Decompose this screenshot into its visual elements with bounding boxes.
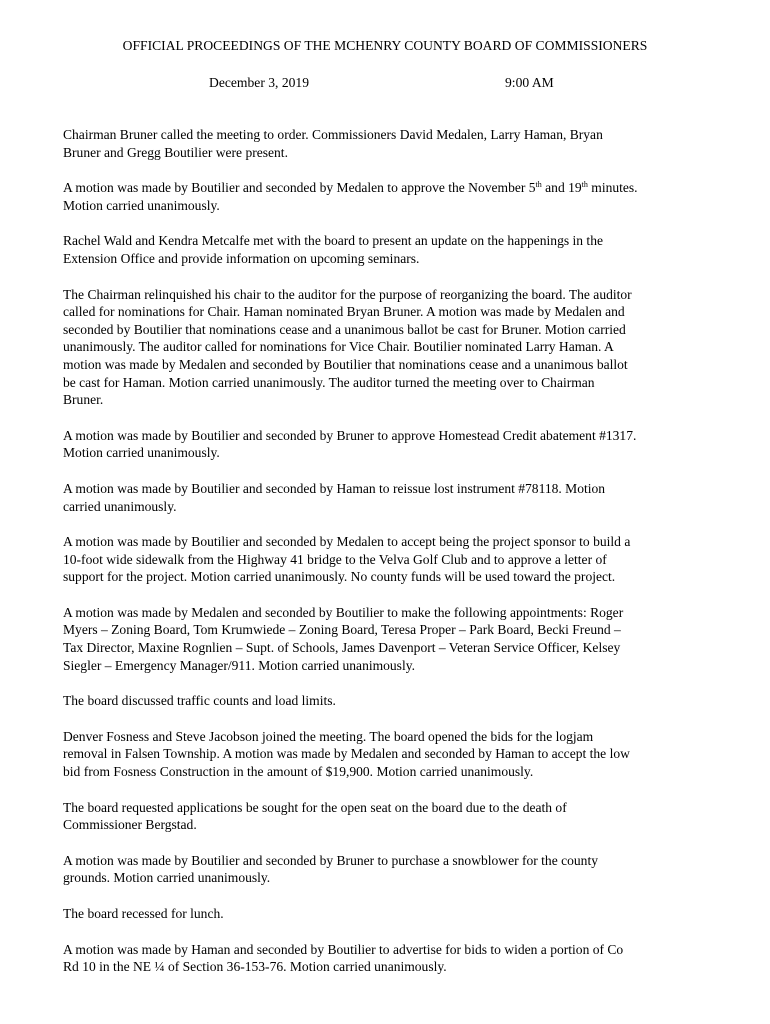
- paragraph-snowblower: [63, 852, 723, 887]
- text-line: A motion was made by Boutilier and seconded by Medalen to accept being the project sponsor to build a: [63, 534, 631, 550]
- text-line: Chairman Bruner called the meeting to order. Commissioners David Medalen, Larry Haman, Bryan: [63, 127, 603, 142]
- meeting-time: 9:00 AM: [505, 75, 554, 90]
- text-line: bid from Fosness Construction in the amount of $19,900. Motion carried unanimously.: [63, 764, 534, 780]
- text-line: support for the project. Motion carried unanimously. No county funds will be used toward the project.: [63, 569, 616, 585]
- text-line: Rd 10 in the NE ¼ of Section 36-153-76. Motion carried unanimously.: [63, 959, 447, 975]
- text-line: Siegler – Emergency Manager/911. Motion carried unanimously.: [63, 657, 416, 673]
- text-line: removal in Falsen Township. A motion was made by Medalen and seconded by Haman to accept the low: [63, 746, 630, 762]
- text-line: 10-foot wide sidewalk from the Highway 41 bridge to the Velva Golf Club and to approve a letter of: [63, 551, 607, 567]
- text-line: seconded by Boutilier that nominations cease and a unanimous ballot be cast for Bruner. Motion carried: [63, 321, 626, 337]
- paragraph-extension-office: [63, 232, 723, 267]
- text-line: Bruner and Gregg Boutilier were present.: [63, 144, 288, 160]
- text-line: be cast for Haman. Motion carried unanimously. The auditor turned the meeting over to Chairman: [63, 374, 595, 390]
- paragraph-logjam-bids: [63, 728, 723, 781]
- text-line: The board requested applications be sought for the open seat on the board due to the death of: [63, 799, 567, 815]
- text-line: [63, 179, 723, 197]
- text-line: motion was made by Medalen and seconded by Boutilier that nominations cease and a unanimous ballot: [63, 356, 628, 372]
- text-line: A motion was made by Boutilier and seconded by Haman to reissue lost instrument #78118. Motion: [63, 480, 606, 496]
- text-line: Tax Director, Maxine Rognlien – Supt. of Schools, James Davenport – Veteran Service Officer, Kelsey: [63, 640, 621, 656]
- text-line: unanimously. The auditor called for nominations for Vice Chair. Boutilier nominated Larry Haman. A: [63, 339, 614, 355]
- text-fragment: minutes.: [587, 180, 638, 196]
- paragraph-reorganization: [63, 286, 723, 409]
- meeting-date: December 3, 2019: [209, 75, 310, 90]
- paragraph-call-to-order: [63, 126, 723, 161]
- text-line: A motion was made by Boutilier and seconded by Bruner to approve Homestead Credit abatement #1317.: [63, 427, 637, 443]
- paragraph-lunch-recess: [63, 905, 723, 923]
- paragraph-open-seat: [63, 799, 723, 834]
- paragraph-sidewalk-project: [63, 533, 723, 586]
- text-line: Extension Office and provide information on upcoming seminars.: [63, 250, 420, 266]
- superscript: th: [535, 180, 542, 190]
- document-title: OFFICIAL PROCEEDINGS OF THE MCHENRY COUNTY BOARD OF COMMISSIONERS: [122, 38, 648, 53]
- paragraph-homestead-credit: [63, 427, 723, 462]
- text-line: carried unanimously.: [63, 498, 177, 514]
- text-fragment: A motion was made by Boutilier and seconded by Medalen to approve the November 5: [63, 180, 536, 196]
- paragraph-appointments: [63, 604, 723, 674]
- text-line: The board recessed for lunch.: [63, 906, 224, 921]
- text-line: A motion was made by Medalen and seconded by Boutilier to make the following appointments: Roger: [63, 604, 624, 620]
- text-line: Motion carried unanimously.: [63, 197, 220, 213]
- text-line: Motion carried unanimously.: [63, 445, 220, 461]
- text-line: grounds. Motion carried unanimously.: [63, 870, 271, 886]
- text-line: A motion was made by Haman and seconded by Boutilier to advertise for bids to widen a portion of Co: [63, 941, 624, 957]
- text-line: Bruner.: [63, 392, 104, 408]
- paragraph-traffic-counts: [63, 692, 723, 710]
- text-fragment: and 19: [541, 180, 582, 196]
- paragraph-lost-instrument: [63, 480, 723, 515]
- text-line: Denver Fosness and Steve Jacobson joined the meeting. The board opened the bids for the logjam: [63, 728, 594, 744]
- text-line: A motion was made by Boutilier and seconded by Bruner to purchase a snowblower for the county: [63, 852, 598, 868]
- text-line: Commissioner Bergstad.: [63, 817, 197, 833]
- text-line: Myers – Zoning Board, Tom Krumwiede – Zoning Board, Teresa Proper – Park Board, Becki Freund –: [63, 622, 621, 638]
- paragraph-minutes-approval: [63, 179, 723, 214]
- text-line: called for nominations for Chair. Haman nominated Bryan Bruner. A motion was made by Medalen and: [63, 304, 625, 320]
- document-body: [63, 126, 723, 994]
- text-line: Rachel Wald and Kendra Metcalfe met with the board to present an update on the happenings in the: [63, 233, 603, 249]
- text-line: The Chairman relinquished his chair to the auditor for the purpose of reorganizing the board. The auditor: [63, 286, 632, 302]
- text-line: The board discussed traffic counts and load limits.: [63, 693, 336, 709]
- paragraph-road-widening: [63, 941, 723, 976]
- superscript: th: [581, 180, 588, 190]
